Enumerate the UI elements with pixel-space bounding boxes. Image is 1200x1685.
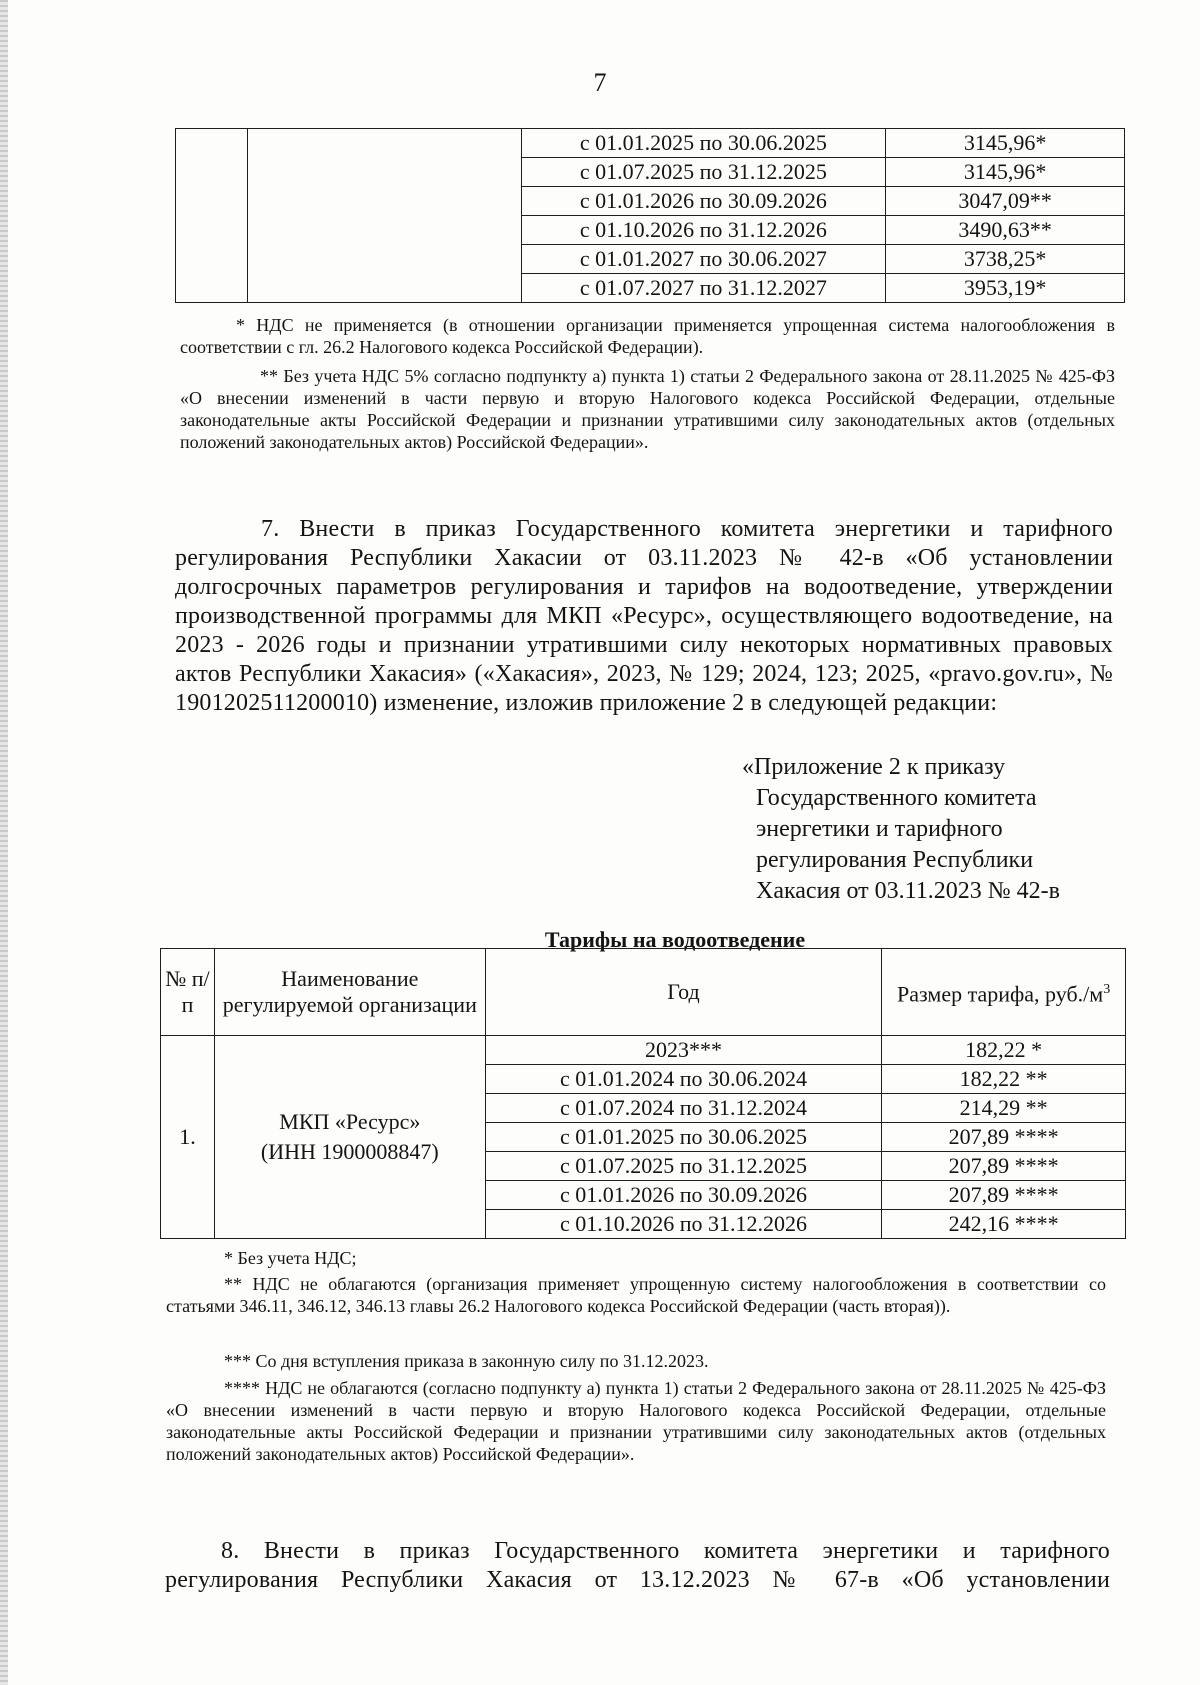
period-cell: с 01.01.2026 по 30.09.2026	[485, 1181, 882, 1210]
appendix-caption	[742, 752, 1102, 907]
period-cell: с 01.01.2027 по 30.06.2027	[521, 245, 886, 274]
tariff-table-title: Тарифы на водоотведение	[544, 927, 806, 952]
period-cell: с 01.01.2025 по 30.06.2025	[485, 1123, 882, 1152]
number-cell	[176, 129, 248, 303]
tariff-cell: 242,16 ****	[882, 1210, 1126, 1239]
scan-edge	[0, 0, 8, 1685]
value-cell: 3145,96*	[886, 129, 1125, 158]
tariff-cell: 207,89 ****	[882, 1181, 1126, 1210]
value-cell: 3490,63**	[886, 216, 1125, 245]
table-row	[176, 129, 1125, 158]
organization-name: МКП «Ресурс» (ИНН 1900008847)	[214, 1036, 485, 1239]
tariff-cell: 182,22 *	[882, 1036, 1126, 1065]
footnote-2: ** НДС не облагаются (организация применяет упрощенную систему налогообложения в соответствии со статьями 346.11, 346.12, 346.13 главы 26.2 Налогового кодекса Российской Федерации (часть вторая)).	[166, 1274, 1106, 1316]
header-organization: Наименование регулируемой организации	[214, 949, 485, 1036]
paragraph-7: 7. Внести в приказ Государственного комитета энергетики и тарифного регулирования Республики Хакасии от 03.11.2023 № 42-в «Об установлении долгосрочных параметров регулирования и тарифов на водоотведение, утверждении производственной программы для МКП «Ресурс», осуществляющего водоотведение, на 2023 - 2026 годы и признании утратившими силу некоторых нормативных правовых актов Республики Хакасия» («Хакасия», 2023, № 129; 2024, 123; 2025, «pravo.gov.ru», № 1901202511200010) изменение, изложив приложение 2 в следующей редакции:	[175, 516, 1113, 716]
period-cell: 2023***	[485, 1036, 882, 1065]
page-number: 7	[593, 68, 607, 97]
value-cell: 3047,09**	[886, 187, 1125, 216]
tariff-cell: 182,22 **	[882, 1065, 1126, 1094]
period-cell: с 01.07.2025 по 31.12.2025	[485, 1152, 882, 1181]
table-row	[161, 1036, 1126, 1065]
period-cell: с 01.07.2024 по 31.12.2024	[485, 1094, 882, 1123]
footnote-vat-5-percent: ** Без учета НДС 5% согласно подпункту а) пункта 1) статьи 2 Федерального закона от 28.11.2025 № 425-ФЗ «О внесении изменений в части первую и вторую Налогового кодекса Российской Федерации, отдельные законодательные акты Российской Федерации и признании утратившими силу законодательных актов (отдельных положений законодательных актов) Российской Федерации».	[180, 366, 1115, 452]
period-cell: с 01.01.2025 по 30.06.2025	[521, 129, 886, 158]
footnote-4: **** НДС не облагаются (согласно подпункту а) пункта 1) статьи 2 Федерального закона от 28.11.2025 № 425-ФЗ «О внесении изменений в части первую и вторую Налогового кодекса Российской Федерации, отдельные законодательные акты Российской Федерации и признании утратившими силу законодательных актов (отдельных положений законодательных актов) Российской Федерации».	[166, 1378, 1106, 1464]
header-year: Год	[485, 949, 882, 1036]
value-cell: 3145,96*	[886, 158, 1125, 187]
tariff-table	[160, 948, 1126, 1239]
period-cell: с 01.10.2026 по 31.12.2026	[485, 1210, 882, 1239]
footnote-3: *** Со дня вступления приказа в законную силу по 31.12.2023.	[224, 1351, 709, 1371]
period-cell: с 01.01.2026 по 30.09.2026	[521, 187, 886, 216]
period-cell: с 01.07.2027 по 31.12.2027	[521, 274, 886, 303]
paragraph-8: 8. Внести в приказ Государственного комитета энергетики и тарифного регулирования Республики Хакасия от 13.12.2023 № 67-в «Об установлении	[165, 1538, 1110, 1593]
value-cell: 3738,25*	[886, 245, 1125, 274]
period-cell: с 01.10.2026 по 31.12.2026	[521, 216, 886, 245]
header-number: № п/п	[161, 949, 215, 1036]
tariff-cell: 214,29 **	[882, 1094, 1126, 1123]
tariff-cell: 207,89 ****	[882, 1123, 1126, 1152]
value-cell: 3953,19*	[886, 274, 1125, 303]
period-cell: с 01.07.2025 по 31.12.2025	[521, 158, 886, 187]
period-cell: с 01.01.2024 по 30.06.2024	[485, 1065, 882, 1094]
organization-cell	[247, 129, 521, 303]
appendix-line: «Приложение 2 к приказу	[742, 754, 1006, 780]
appendix-line: Государственного комитета	[756, 785, 1037, 811]
appendix-line: Хакасия от 03.11.2023 № 42-в	[756, 878, 1060, 904]
tariff-cell: 207,89 ****	[882, 1152, 1126, 1181]
appendix-line: энергетики и тарифного	[756, 816, 1003, 842]
footnote-1: * Без учета НДС;	[224, 1248, 357, 1268]
continuation-table	[175, 128, 1125, 303]
row-number: 1.	[161, 1036, 215, 1239]
footnote-vat-not-applied: * НДС не применяется (в отношении организации применяется упрощенная система налогообложения в соответствии с гл. 26.2 Налогового кодекса Российской Федерации).	[180, 315, 1115, 357]
appendix-line: регулирования Республики	[756, 847, 1034, 873]
table-header-row	[161, 949, 1126, 1036]
header-tariff-size: Размер тарифа, $руб./м^3$	[882, 949, 1126, 1036]
